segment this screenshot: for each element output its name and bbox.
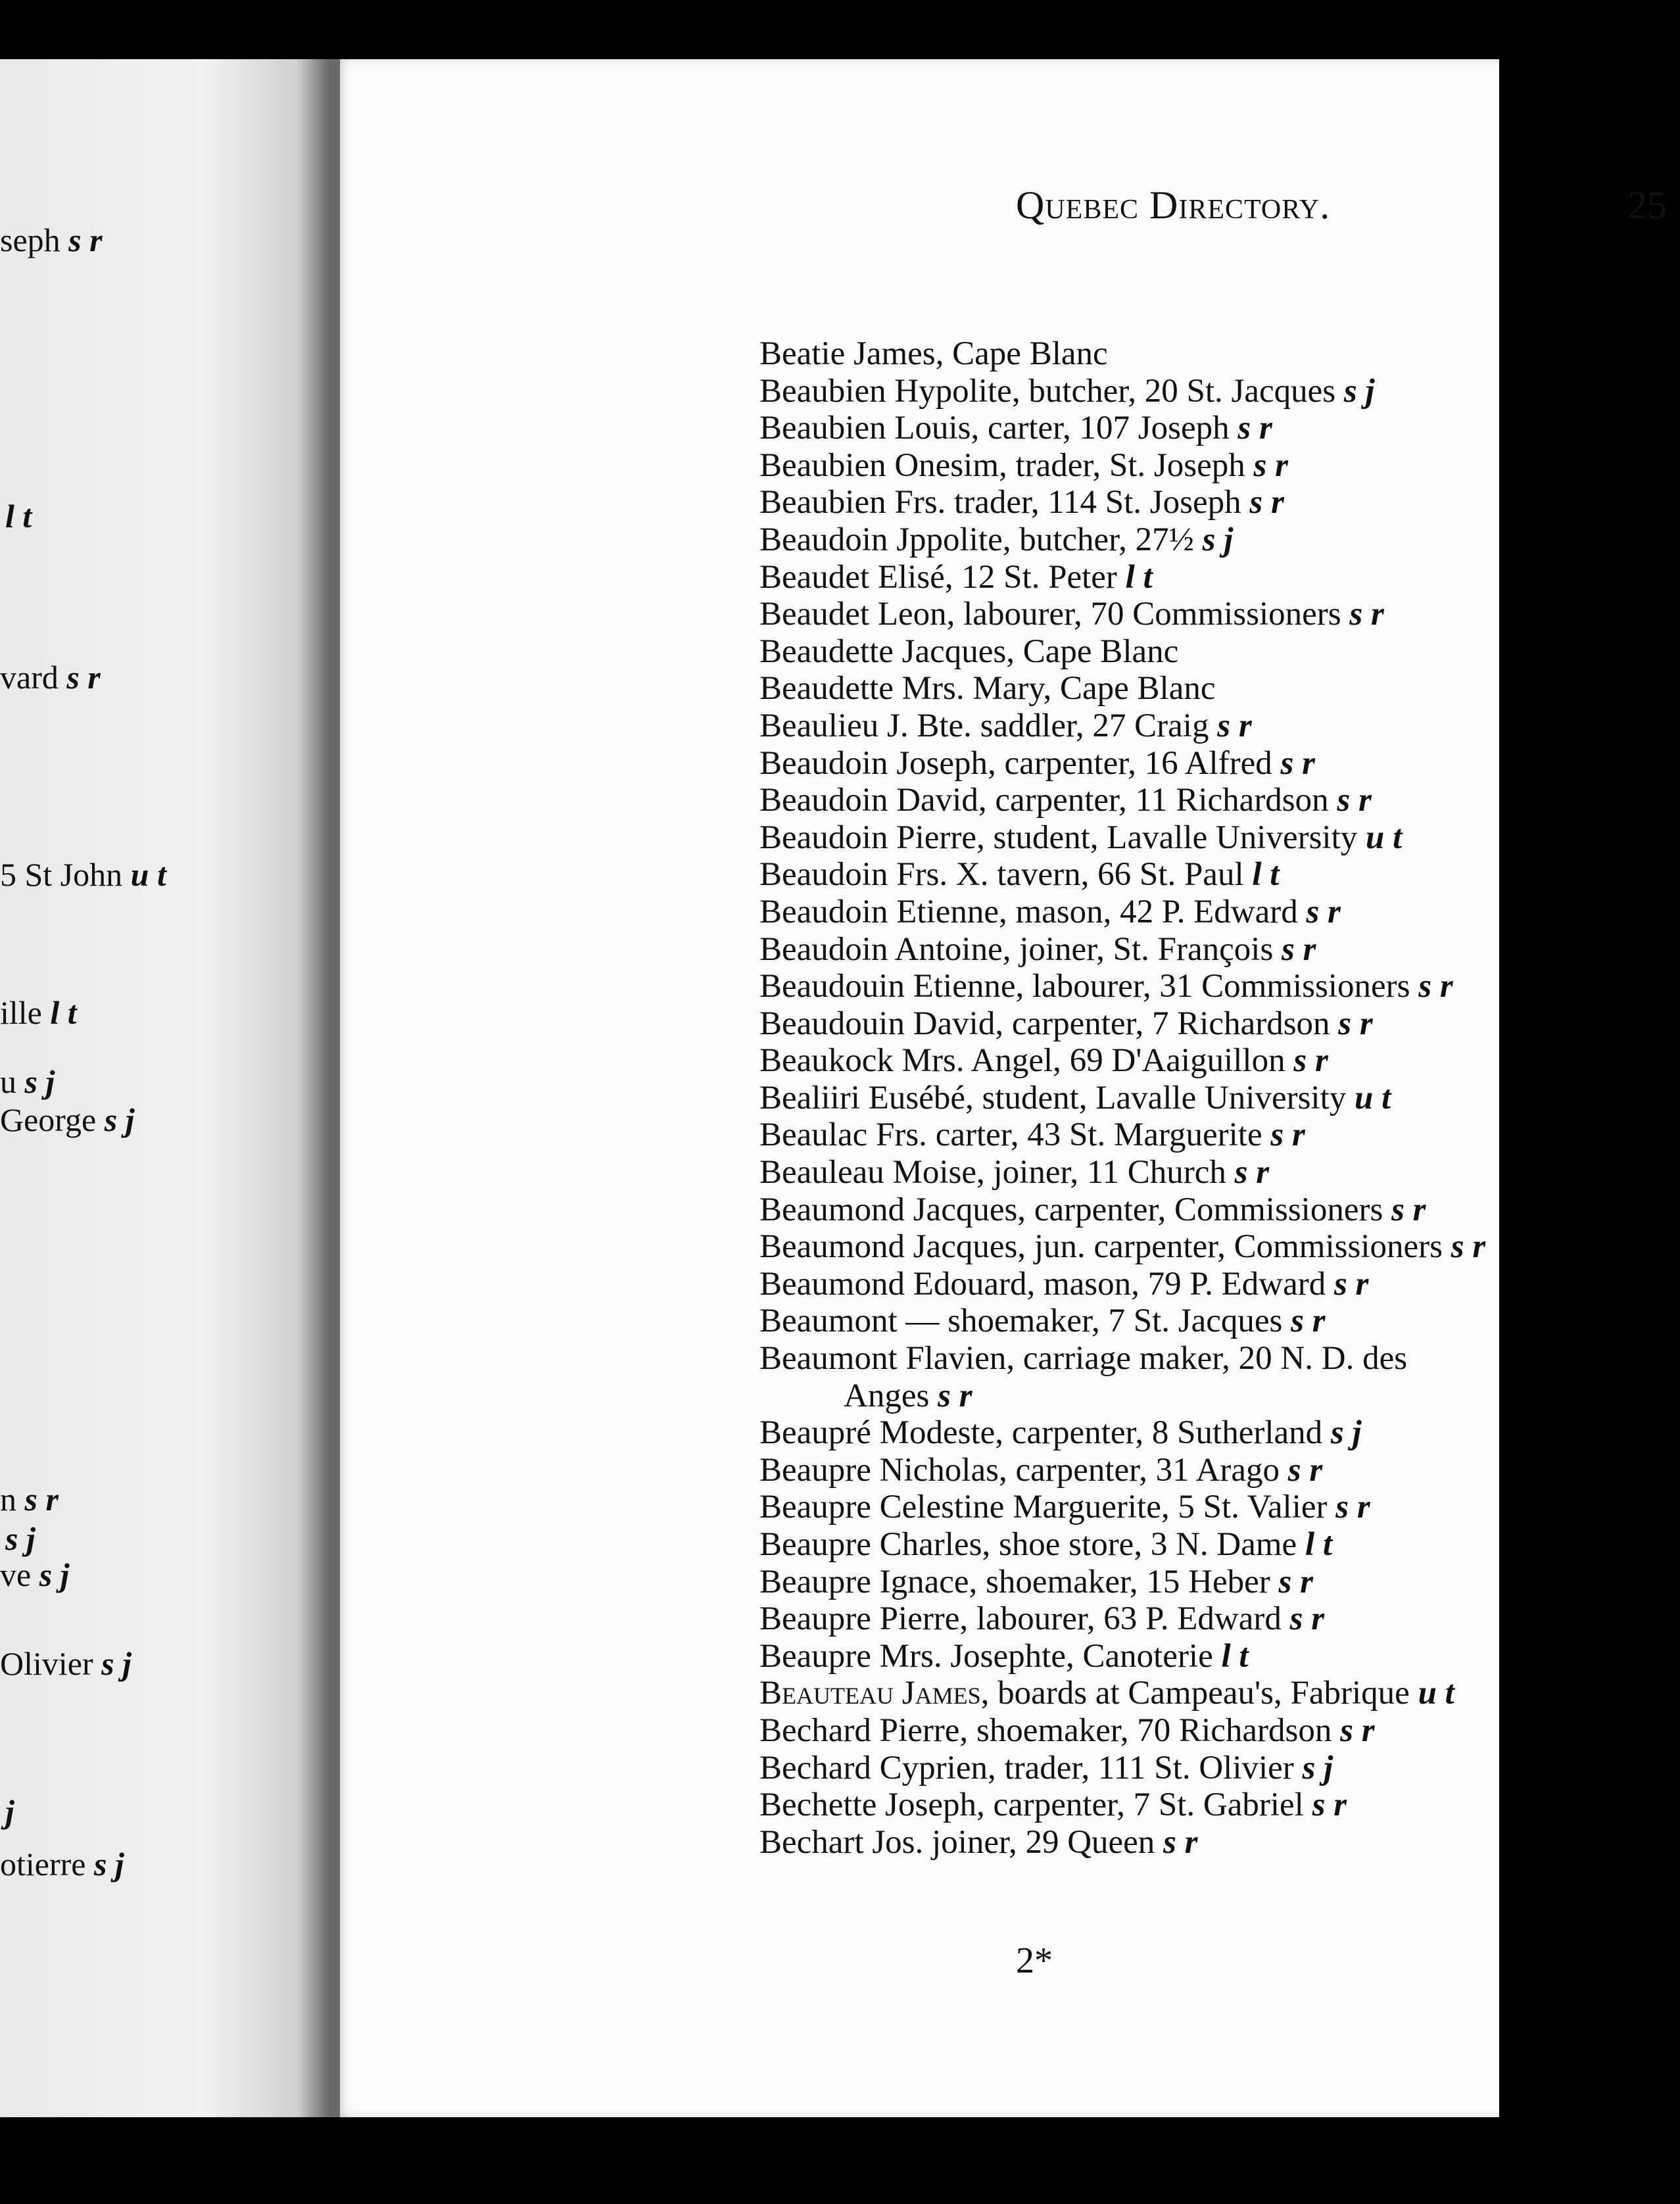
directory-entry <box>759 633 1680 671</box>
district-abbreviation: s r <box>1391 1191 1426 1228</box>
directory-entry <box>759 968 1680 1005</box>
district-abbreviation: s j <box>104 1101 135 1138</box>
entry-details: 12 St. Peter <box>961 558 1117 596</box>
district-abbreviation: s r <box>1349 596 1384 633</box>
fragment-text: ille <box>0 994 42 1031</box>
entry-details: student, Lavalle University <box>993 819 1358 856</box>
entry-details: 5 St. Valier <box>1178 1489 1328 1526</box>
entry-details: carpenter, 7 St. Gabriel <box>993 1786 1304 1824</box>
signature-mark: 2* <box>1016 1940 1053 1981</box>
entry-name: Beaumont — <box>759 1303 940 1340</box>
district-abbreviation: s r <box>1291 1303 1326 1340</box>
entry-name: Beaudoin Pierre, <box>759 819 985 856</box>
district-abbreviation: u t <box>1418 1675 1454 1712</box>
directory-entry <box>759 1452 1680 1489</box>
directory-entry <box>759 1154 1680 1191</box>
entry-details: butcher, 20 St. Jacques <box>1028 372 1336 410</box>
facing-page-fragment <box>0 858 166 891</box>
directory-entry <box>759 521 1680 559</box>
fragment-text: vard <box>0 659 59 696</box>
directory-entry <box>759 1786 1680 1824</box>
directory-entry <box>759 447 1680 485</box>
entry-details: carpenter, 11 Richardson <box>995 782 1329 819</box>
district-abbreviation: s j <box>24 1063 55 1100</box>
directory-entry <box>759 1750 1680 1787</box>
district-abbreviation: s r <box>1293 1042 1328 1080</box>
entry-details: trader, 114 St. Joseph <box>954 484 1241 521</box>
entry-details: student, Lavalle University <box>982 1079 1347 1116</box>
district-abbreviation: l t <box>1305 1526 1333 1563</box>
entry-name: Beaudoin Antoine, <box>759 930 1011 968</box>
entry-details: butcher, 27½ <box>1019 521 1194 558</box>
fragment-text: seph <box>0 222 60 258</box>
entry-name: Beaumont Flavien, <box>759 1340 1015 1378</box>
district-abbreviation: s r <box>1451 1228 1486 1266</box>
directory-entry <box>759 894 1680 931</box>
directory-entries <box>759 335 1680 1861</box>
entry-details: shoemaker, 15 Heber <box>986 1563 1270 1600</box>
directory-entry <box>759 1526 1680 1564</box>
entry-details: joiner, St. François <box>1019 930 1274 968</box>
facing-page-fragment <box>0 661 101 694</box>
facing-page-fragment <box>0 224 103 256</box>
running-header: Quebec Directory. <box>1016 183 1331 227</box>
district-abbreviation: s r <box>1163 1823 1198 1861</box>
facing-page-left <box>0 59 342 2117</box>
entry-details: carpenter, 7 Richardson <box>1011 1005 1330 1042</box>
directory-entry <box>759 1824 1680 1861</box>
district-abbreviation: l t <box>1221 1637 1249 1675</box>
entry-name: Beaupre Pierre, <box>759 1600 969 1638</box>
district-abbreviation: s r <box>1287 1451 1323 1489</box>
district-abbreviation: s j <box>1302 1749 1333 1786</box>
entry-name: Beaudette Mrs. Mary, <box>759 670 1052 707</box>
entry-name: Bechard Pierre, <box>759 1712 969 1749</box>
entry-name: Bechard Cyprien, <box>759 1749 996 1786</box>
fragment-text: n <box>0 1481 16 1518</box>
entry-details: labourer, 63 P. Edward <box>976 1600 1282 1638</box>
directory-entry <box>759 1712 1680 1750</box>
fragment-text: ve <box>0 1556 32 1593</box>
entry-details: mason, 42 P. Edward <box>1015 893 1298 930</box>
entry-details: carpenter, 31 Arago <box>1015 1451 1280 1489</box>
directory-entry <box>759 373 1680 410</box>
entry-continuation-text: Anges <box>844 1377 930 1414</box>
district-abbreviation: s j <box>1202 521 1234 558</box>
district-abbreviation: s r <box>1249 484 1284 521</box>
entry-name: Bechart Jos. <box>759 1823 924 1861</box>
directory-entry <box>759 410 1680 447</box>
facing-page-fragment <box>5 1795 14 1828</box>
entry-name: Beaubien Hypolite, <box>759 372 1020 410</box>
directory-entry <box>759 484 1680 521</box>
entry-name: Beaupre Ignace, <box>759 1563 978 1600</box>
entry-name: Beaudette Jacques, <box>759 633 1015 670</box>
entry-name: Beaukock Mrs. Angel, <box>759 1042 1061 1080</box>
entry-details: joiner, 11 Church <box>993 1154 1226 1191</box>
entry-name: Bechette Joseph, <box>759 1786 985 1824</box>
district-abbreviation: s r <box>1217 707 1252 744</box>
entry-details: carriage maker, 20 N. D. des <box>1022 1340 1408 1378</box>
district-abbreviation: u t <box>130 856 166 893</box>
entry-name: Beauleau Moise, <box>759 1154 985 1191</box>
directory-entry <box>759 670 1680 707</box>
entry-details: trader, 111 St. Olivier <box>1004 1749 1294 1786</box>
directory-entry <box>759 782 1680 819</box>
entry-details: Cape Blanc <box>1022 633 1179 670</box>
district-abbreviation: u t <box>1366 819 1403 856</box>
directory-entry <box>759 559 1680 596</box>
entry-name: Beaupre Charles, <box>759 1526 991 1563</box>
entry-name: Beaudouin David, <box>759 1005 1004 1042</box>
entry-details: saddler, 27 Craig <box>980 707 1209 744</box>
district-abbreviation: j <box>5 1793 14 1830</box>
district-abbreviation: s j <box>93 1846 124 1882</box>
district-abbreviation: s r <box>1289 1600 1325 1638</box>
entry-name: Beatie James, <box>759 335 944 372</box>
entry-details: carpenter, 8 Sutherland <box>1011 1414 1323 1452</box>
entry-details: joiner, 29 Queen <box>932 1823 1155 1861</box>
directory-entry <box>759 1116 1680 1154</box>
entry-name: Beaubien Louis, <box>759 410 980 447</box>
district-abbreviation: s j <box>1343 372 1375 410</box>
entry-details: tavern, 66 St. Paul <box>997 856 1244 894</box>
directory-entry <box>759 819 1680 857</box>
entry-name: Beaudoin Frs. X. <box>759 856 989 894</box>
district-abbreviation: s j <box>5 1520 36 1557</box>
entry-name: Beaupré Modeste, <box>759 1414 1004 1452</box>
district-abbreviation: s r <box>1253 446 1288 484</box>
district-abbreviation: s r <box>68 222 103 258</box>
directory-entry <box>759 1638 1680 1675</box>
fragment-text: George <box>0 1101 97 1138</box>
district-abbreviation: l t <box>1252 856 1280 894</box>
entry-details: shoe store, 3 N. Dame <box>998 1526 1297 1563</box>
directory-entry <box>759 596 1680 633</box>
fragment-text: u <box>0 1063 16 1100</box>
entry-details: shoemaker, 7 St. Jacques <box>948 1303 1283 1340</box>
entry-details: 69 D'Aaiguillon <box>1069 1042 1285 1080</box>
entry-name: Bealiiri Eusébé, <box>759 1079 974 1116</box>
directory-entry <box>759 745 1680 782</box>
entry-name: Beaulac Frs. <box>759 1116 927 1154</box>
directory-entry <box>759 1414 1680 1452</box>
district-abbreviation: l t <box>1125 558 1153 596</box>
district-abbreviation: s r <box>1278 1563 1313 1600</box>
entry-name: Beaubien Frs. <box>759 484 946 521</box>
entry-details: shoemaker, 70 Richardson <box>976 1712 1332 1749</box>
district-abbreviation: l t <box>50 994 77 1031</box>
district-abbreviation: s r <box>1418 968 1453 1005</box>
directory-entry <box>759 1042 1680 1080</box>
facing-page-fragment <box>5 500 32 533</box>
facing-page-fragment <box>0 1103 135 1136</box>
district-abbreviation: s r <box>1338 1005 1373 1042</box>
facing-page-fragment <box>0 996 77 1029</box>
entry-name: Beaudoin Etienne, <box>759 893 1007 930</box>
fragment-text: Olivier <box>0 1645 93 1682</box>
district-abbreviation: s r <box>66 659 101 696</box>
directory-entry <box>759 1340 1680 1414</box>
entry-name: Beaudouin Etienne, <box>759 968 1024 1005</box>
district-abbreviation: s r <box>1234 1154 1270 1191</box>
entry-name: Beaupre Nicholas, <box>759 1451 1007 1489</box>
entry-name: Beaumond Jacques, <box>759 1228 1026 1266</box>
entry-details: carter, 43 St. Marguerite <box>935 1116 1262 1154</box>
directory-entry <box>759 856 1680 894</box>
directory-page <box>332 59 1667 2117</box>
district-abbreviation: s j <box>39 1556 70 1593</box>
entry-details: Canoterie <box>1082 1637 1213 1675</box>
facing-page-fragment <box>0 1483 59 1516</box>
entry-details: carpenter, Commissioners <box>1034 1191 1383 1228</box>
district-abbreviation: s j <box>1330 1414 1362 1452</box>
district-abbreviation: s r <box>1337 782 1372 819</box>
district-abbreviation: s r <box>1306 893 1341 930</box>
entry-name: Beaudoin Joseph, <box>759 744 996 782</box>
district-abbreviation: s r <box>1340 1712 1375 1749</box>
entry-details: Cape Blanc <box>952 335 1108 372</box>
entry-name: Beaudet Leon, <box>759 596 955 633</box>
entry-name: Beaumond Edouard, <box>759 1265 1036 1303</box>
facing-page-fragment <box>0 1065 55 1098</box>
directory-entry <box>759 1489 1680 1526</box>
district-abbreviation: u t <box>1355 1079 1391 1116</box>
directory-entry <box>759 335 1680 373</box>
entry-details: trader, St. Joseph <box>1015 446 1245 484</box>
entry-name: Beaudoin Jppolite, <box>759 521 1011 558</box>
entry-details: boards at Campeau's, Fabrique <box>997 1675 1410 1712</box>
entry-name: Beaumond Jacques, <box>759 1191 1026 1228</box>
entry-details: carpenter, 16 Alfred <box>1004 744 1272 782</box>
entry-name: Beaupre Celestine Marguerite, <box>759 1489 1170 1526</box>
directory-entry <box>759 1675 1680 1712</box>
directory-entry <box>759 1303 1680 1340</box>
directory-entry <box>759 707 1680 745</box>
district-abbreviation: s r <box>1312 1786 1347 1824</box>
entry-name: Beaupre Mrs. Josephte, <box>759 1637 1074 1675</box>
entry-name: Beaulieu J. Bte. <box>759 707 972 744</box>
facing-page-fragment <box>5 1522 36 1555</box>
directory-entry <box>759 1228 1680 1266</box>
district-abbreviation: s j <box>101 1645 132 1682</box>
entry-name: Beaubien Onesim, <box>759 446 1007 484</box>
district-abbreviation: s r <box>1237 410 1272 447</box>
directory-entry <box>759 1564 1680 1601</box>
directory-entry <box>759 1005 1680 1043</box>
directory-entry <box>759 1080 1680 1117</box>
directory-entry <box>759 1266 1680 1303</box>
facing-page-fragment <box>0 1848 124 1881</box>
entry-details: Cape Blanc <box>1059 670 1216 707</box>
fragment-text: otierre <box>0 1846 86 1882</box>
entry-name: Beaudoin David, <box>759 782 987 819</box>
district-abbreviation: s r <box>1270 1116 1305 1154</box>
district-abbreviation: s r <box>1280 744 1315 782</box>
entry-name: Beaudet Elisé, <box>759 558 953 596</box>
page-number: 25 <box>1627 183 1667 227</box>
facing-page-fragment <box>0 1558 70 1591</box>
entry-continuation <box>759 1378 1680 1415</box>
district-abbreviation: s r <box>1333 1265 1369 1303</box>
district-abbreviation: s r <box>24 1481 59 1518</box>
fragment-text: 5 St John <box>0 856 123 893</box>
district-abbreviation: s r <box>938 1377 972 1414</box>
district-abbreviation: l t <box>5 498 32 535</box>
entry-details: carter, 107 Joseph <box>988 410 1230 447</box>
entry-details: mason, 79 P. Edward <box>1043 1265 1326 1303</box>
entry-details: labourer, 70 Commissioners <box>963 596 1341 633</box>
district-abbreviation: s r <box>1335 1489 1370 1526</box>
entry-details: jun. carpenter, Commissioners <box>1034 1228 1443 1266</box>
facing-page-fragment <box>0 1647 132 1680</box>
district-abbreviation: s r <box>1282 930 1316 968</box>
directory-entry <box>759 1600 1680 1638</box>
entry-details: labourer, 31 Commissioners <box>1032 968 1410 1005</box>
directory-entry <box>759 931 1680 969</box>
directory-entry <box>759 1191 1680 1229</box>
entry-name: Beauteau James, <box>759 1675 990 1712</box>
